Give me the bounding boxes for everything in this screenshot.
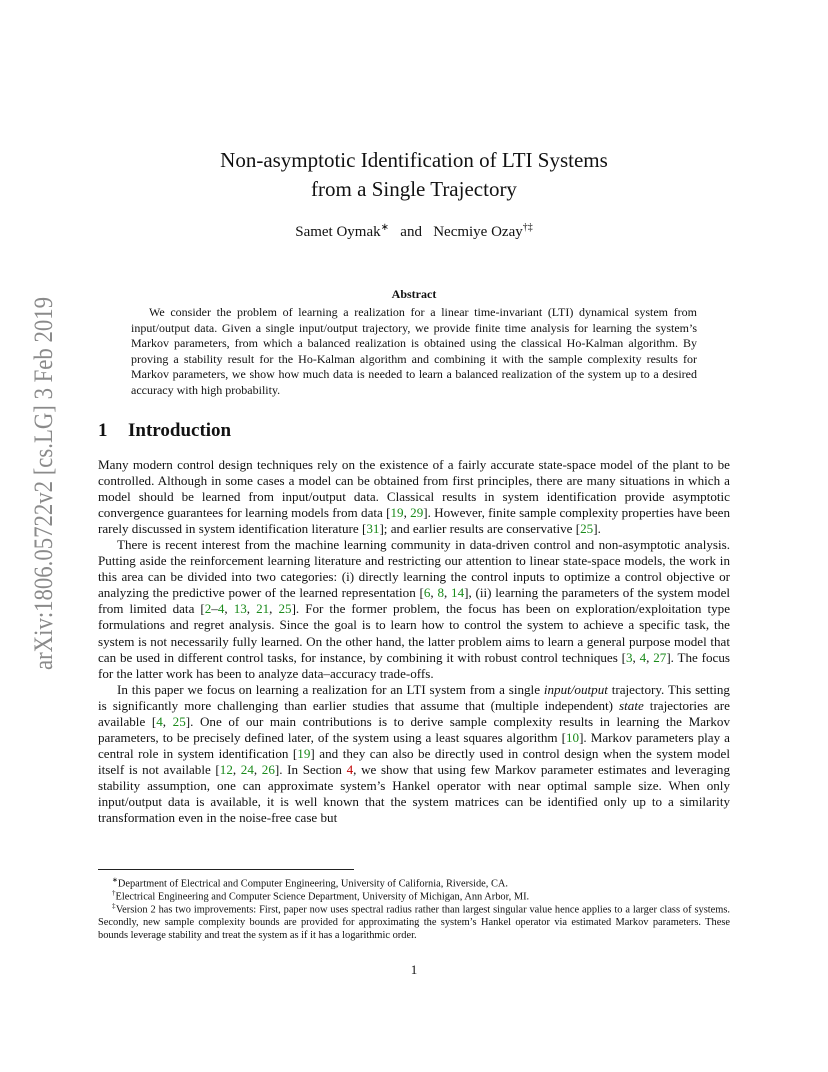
text-run: – [211,601,218,617]
paragraph [98,537,730,681]
footnote-text: Electrical Engineering and Computer Science Department, University of Michigan, Ann Arbor, MI. [115,891,530,903]
section-heading [98,420,231,442]
text-run: ]. For the former problem, the focus has been on exploration/exploitation type formulations and regret analysis. Since the goal is to learn how to control the system to achieve a specific task, the system is not necessarily fully learned. On the other hand, the latter problem aims to learn a general purpose model that can be used in different control tasks, for instance, by combining it with robust control techniques [ [98,601,731,665]
title-line-2: from a Single Trajectory [311,177,517,201]
text-run: , [224,601,234,617]
text-run: , [646,649,654,665]
citation-link[interactable]: 14 [451,585,465,601]
citation-link[interactable]: 4 [156,713,163,729]
text-run: ]. One of our main contributions is to derive sample complexity results in learning the Markov parameters, to be precisely defined later, of the system using a least squares algorithm [ [98,713,731,745]
text-run: ]. [593,521,601,537]
author-affiliation-mark: ∗ [380,222,390,233]
text-run: , [162,713,173,729]
citation-link[interactable]: 4 [217,601,225,617]
paragraph [98,457,730,537]
footnote [98,900,730,942]
citation-link[interactable]: 24 [240,761,254,777]
body-text [98,457,730,826]
citation-link[interactable]: 13 [233,601,247,617]
text-run: trajectory. This setting is significantly more challenging than earlier studies that assume that (multiple independent) [98,681,730,713]
text-run: trajectories are available [ [98,697,730,729]
footnote-text: Version 2 has two improvements: First, paper now uses spectral radius rather than largest singular value hence applies to a larger class of systems. Secondly, new sample complexity bounds are provided for approximating the system’s Hankel operator via estimated Markov parameters. These bounds leverage stability and treat the system as if it has a logarithmic order. [98,904,730,942]
text-run: ]. Markov parameters play a central role in system identification [ [98,729,730,761]
text-run: , [246,601,257,617]
text-run: , [444,585,452,601]
citation-link[interactable]: 19 [297,745,311,761]
citation-link[interactable]: 26 [261,761,275,777]
text-run: , [269,601,279,617]
text-run: ], (ii) learning the parameters of the system model from limited data [ [98,585,731,617]
author-affiliation-mark: †‡ [522,222,533,233]
citation-link[interactable]: 21 [256,601,270,617]
citation-link[interactable]: 31 [366,521,380,537]
emphasis-text: input/output [543,681,608,697]
text-run: ]. However, finite sample complexity properties have been rarely discussed in system identification literature [ [98,505,730,537]
section-title: Introduction [128,420,232,441]
citation-link[interactable]: 6 [423,585,431,601]
footnote-mark: ‡ [112,902,116,910]
citation-link[interactable]: 4 [639,649,647,665]
text-run: , [253,761,262,777]
citation-link[interactable]: 29 [410,505,424,521]
author-list [0,222,828,241]
text-run: ]; and earlier results are conservative [ [379,521,581,537]
footnote-text: Department of Electrical and Computer Engineering, University of California, Riverside, CA. [117,878,508,890]
citation-link[interactable]: 8 [437,585,444,601]
arxiv-identifier-sidebar [14,295,66,670]
text-run: In this paper we focus on learning a realization for an LTI system from a single [117,681,544,697]
citation-link[interactable]: 27 [653,649,667,665]
text-run: ] and they can also be directly used in control design when the system model itself is not available [ [98,745,730,777]
text-run: , [632,649,640,665]
abstract-heading: Abstract [391,287,437,301]
emphasis-text: state [619,697,644,713]
citation-link[interactable]: 25 [580,521,594,537]
paper-title [0,146,828,204]
citation-link[interactable]: 2 [204,601,212,617]
footnote-mark: ∗ [112,876,118,884]
paragraph [98,682,730,826]
citation-link[interactable]: 10 [565,729,580,745]
author-conjunction: and [400,224,422,240]
text-run: ]. The focus for the latter work has been to analyze data–accuracy trade-offs. [98,649,731,681]
citation-link[interactable]: 25 [172,713,186,729]
text-run: ]. In Section [274,761,347,777]
footnote-rule [98,869,354,870]
citation-link[interactable]: 25 [278,601,292,617]
citation-link[interactable]: 19 [390,505,404,521]
text-run: , [232,761,241,777]
text-run: , [430,585,438,601]
text-run: , we show that using few Markov parameter estimates and leveraging stability assumption, one can approximate system’s Hankel operator with near optimal sample size. When only input/output data is available, it is well known that the system matrices can be identified only up to a similarity transformation even in the noise-free case but [98,761,730,826]
text-run: Many modern control design techniques rely on the existence of a fairly accurate state-space model of the plant to be controlled. Although in some cases a model can be obtained from first principles, there are many situations in which a model should be learned from input/output data. Classical results in system identification provide asymptotic convergence guarantees for learning models from data [ [98,457,730,521]
section-number: 1 [98,420,108,441]
citation-link[interactable]: 3 [626,649,633,665]
author-name: Necmiye Ozay [433,224,523,240]
footnote-mark: † [112,889,116,897]
text-run: There is recent interest from the machine learning community in data-driven control and non-asymptotic analysis. Putting aside the reinforcement learning literature and restricting our attention to linear state-space models, the work in this area can be divided into two categories: (i) directly learning the control inputs to optimize a control objective or analyzing the predictive power of the learned representation [ [98,537,730,601]
section-link[interactable]: 4 [346,761,354,777]
abstract-text: We consider the problem of learning a realization for a linear time-invariant (LTI) dynamical system from input/output data. Given a single input/output trajectory, we provide finite time analysis for learning the system’s Markov parameters, from which a balanced realization is obtained using the classical Ho-Kalman algorithm. By proving a stability result for the Ho-Kalman algorithm and combining it with the sample complexity results for Markov parameters, we show how much data is needed to learn a balanced realization of the system up to a desired accuracy with high probability. [131,305,697,397]
page-number: 1 [410,962,418,977]
arxiv-id-text: arXiv:1806.05722v2 [cs.LG] 3 Feb 2019 [28,295,58,670]
title-line-1: Non-asymptotic Identification of LTI Systems [220,148,608,172]
text-run: , [403,505,411,521]
citation-link[interactable]: 12 [219,761,233,777]
author-name: Samet Oymak [295,224,381,240]
